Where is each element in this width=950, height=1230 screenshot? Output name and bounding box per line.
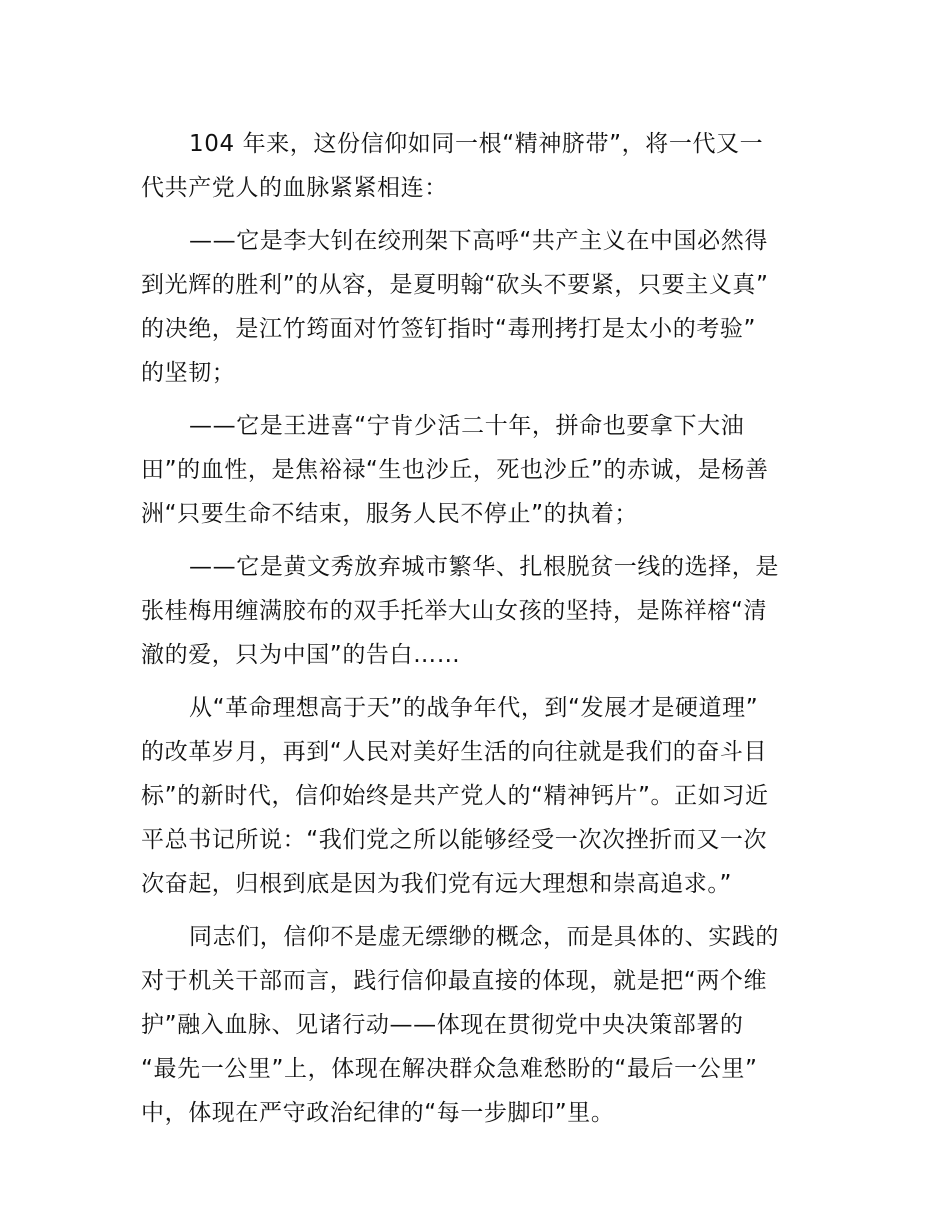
text-line: 平总书记所说：“我们党之所以能够经受一次次挫折而又一次	[141, 827, 768, 853]
paragraph-spiritual-calcium	[141, 686, 821, 906]
text-line: 中，体现在严守政治纪律的“每一步脚印”里。	[141, 1100, 615, 1126]
text-line: 代共产党人的血脉紧紧相连：	[141, 175, 448, 201]
text-line: 的坚韧；	[141, 360, 236, 386]
paragraph-new-era-models	[141, 545, 821, 677]
text-line: 标”的新时代，信仰始终是共产党人的“精神钙片”。正如习近	[141, 783, 769, 809]
text-line: 张桂梅用缠满胶布的双手托举大山女孩的坚持，是陈祥榕“清	[141, 598, 768, 624]
text-line: 洲“只要生命不结束，服务人民不停止”的执着；	[141, 501, 639, 527]
text-line: 到光辉的胜利”的从容，是夏明翰“砍头不要紧，只要主义真”	[141, 272, 769, 298]
text-line: ——它是王进喜“宁肯少活二十年，拼命也要拿下大油	[189, 413, 745, 439]
text-line: 田”的血性，是焦裕禄“生也沙丘，死也沙丘”的赤诚，是杨善	[141, 457, 769, 483]
document-page	[141, 122, 821, 1144]
text-line: ——它是李大钊在绞刑架下高呼“共产主义在中国必然得	[189, 228, 768, 254]
text-line: 护”融入血脉、见诸行动——体现在贯彻党中央决策部署的	[141, 1012, 744, 1038]
text-line: 同志们，信仰不是虚无缥缈的概念，而是具体的、实践的	[189, 924, 779, 950]
text-line: 的决绝，是江竹筠面对竹签钉指时“毒刑拷打是太小的考验”	[141, 316, 757, 342]
text-line: 104 年来，这份信仰如同一根“精神脐带”，将一代又一	[189, 131, 764, 157]
text-line: “最先一公里”上，体现在解决群众急难愁盼的“最后一公里”	[141, 1056, 758, 1082]
text-line: 从“革命理想高于天”的战争年代，到“发展才是硬道理”	[189, 695, 759, 721]
text-line: 对于机关干部而言，践行信仰最直接的体现，就是把“两个维	[141, 968, 768, 994]
paragraph-revolutionary-martyrs	[141, 219, 821, 395]
paragraph-faith-umbilical-cord	[141, 122, 821, 210]
text-line: 澈的爱，只为中国”的告白……	[141, 642, 461, 668]
paragraph-construction-era-models	[141, 404, 821, 536]
paragraph-practicing-faith	[141, 915, 821, 1135]
text-line: 的改革岁月，再到“人民对美好生活的向往就是我们的奋斗目	[141, 739, 768, 765]
text-line: ——它是黄文秀放弃城市繁华、扎根脱贫一线的选择，是	[189, 554, 779, 580]
text-line: 次奋起，归根到底是因为我们党有远大理想和崇高追求。”	[141, 871, 733, 897]
